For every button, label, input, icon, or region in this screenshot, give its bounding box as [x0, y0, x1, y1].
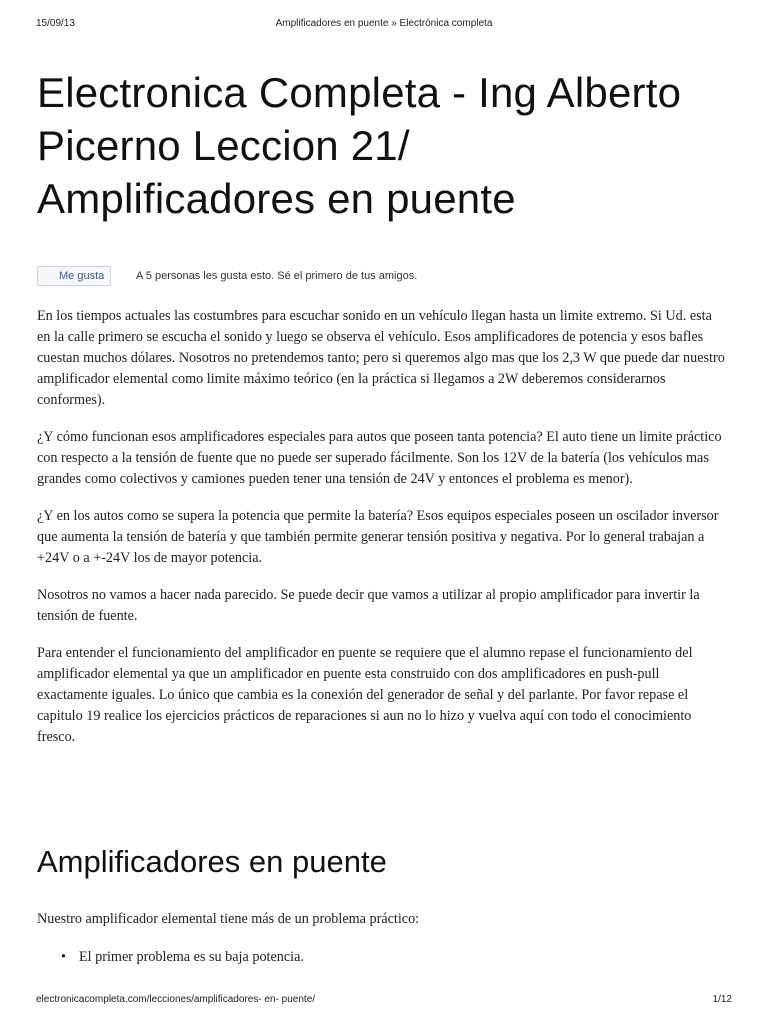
page-url: electronicacompleta.com/lecciones/amplificadores- en- puente/	[36, 994, 316, 1005]
print-header	[36, 18, 732, 32]
section-heading: Amplificadores en puente	[37, 844, 387, 879]
section-intro: Nuestro amplificador elemental tiene más de un problema práctico:	[37, 911, 420, 927]
problem-list	[37, 947, 727, 968]
article-title: Electronica Completa - Ing Alberto Picerno Leccion 21/ Amplificadores en puente	[37, 69, 682, 222]
print-footer	[36, 994, 732, 1008]
list-item-text: El primer problema es su baja potencia.	[79, 949, 304, 965]
like-count-text: A 5 personas les gusta esto. Sé el primero de tus amigos.	[136, 270, 418, 282]
paragraph: En los tiempos actuales las costumbres para escuchar sonido en un vehículo llegan hasta un limite extremo. Si Ud. esta en la calle primero se escucha el sonido y luego se observa el vehículo. Esos amplificadores de potencia y esos bafles cuestan muchos dólares. Nosotros no pretendemos tanto; pero si queremos algo mas que los 2,3 W que puede dar nuestro amplificador elemental como limite máximo teórico (en la práctica si llegamos a 2W deberemos considerarnos conformes).	[37, 308, 725, 408]
page-number: 1/12	[712, 994, 732, 1005]
list-item	[61, 947, 727, 968]
print-page-title: Amplificadores en puente » Electrónica completa	[275, 18, 493, 29]
print-date: 15/09/13	[36, 18, 75, 29]
paragraph: ¿Y cómo funcionan esos amplificadores especiales para autos que poseen tanta potencia? El auto tiene un limite práctico con respecto a la tensión de fuente que no puede ser superado fácilmente. Son los 12V de la batería (los vehículos mas grandes como colectivos y camiones pueden tener una tensión de 24V y entonces el problema es menor).	[37, 429, 722, 487]
paragraph: Para entender el funcionamiento del amplificador en puente se requiere que el alumno repase el funcionamiento del amplificador elemental ya que un amplificador en puente esta construido con dos amplificadores en push-pull exactamente iguales. Lo único que cambia es la conexión del generador de señal y del parlante. Por favor repase el capitulo 19 realice los ejercicios prácticos de reparaciones si aun no lo hizo y vuelva aquí con todo el conocimiento fresco.	[37, 645, 693, 745]
paragraph: Nosotros no vamos a hacer nada parecido. Se puede decir que vamos a utilizar al propio amplificador para invertir la tensión de fuente.	[37, 587, 700, 624]
paragraph: ¿Y en los autos como se supera la potencia que permite la batería? Esos equipos especiales poseen un oscilador inversor que aumenta la tensión de batería y que también permite generar tensión positiva y negativa. Por lo general trabajan a +24V o a +-24V los de mayor potencia.	[37, 508, 719, 566]
like-button[interactable]: Me gusta	[37, 266, 111, 286]
section-body	[37, 909, 727, 968]
article-body	[37, 306, 727, 764]
bullet-icon: •	[61, 949, 66, 965]
